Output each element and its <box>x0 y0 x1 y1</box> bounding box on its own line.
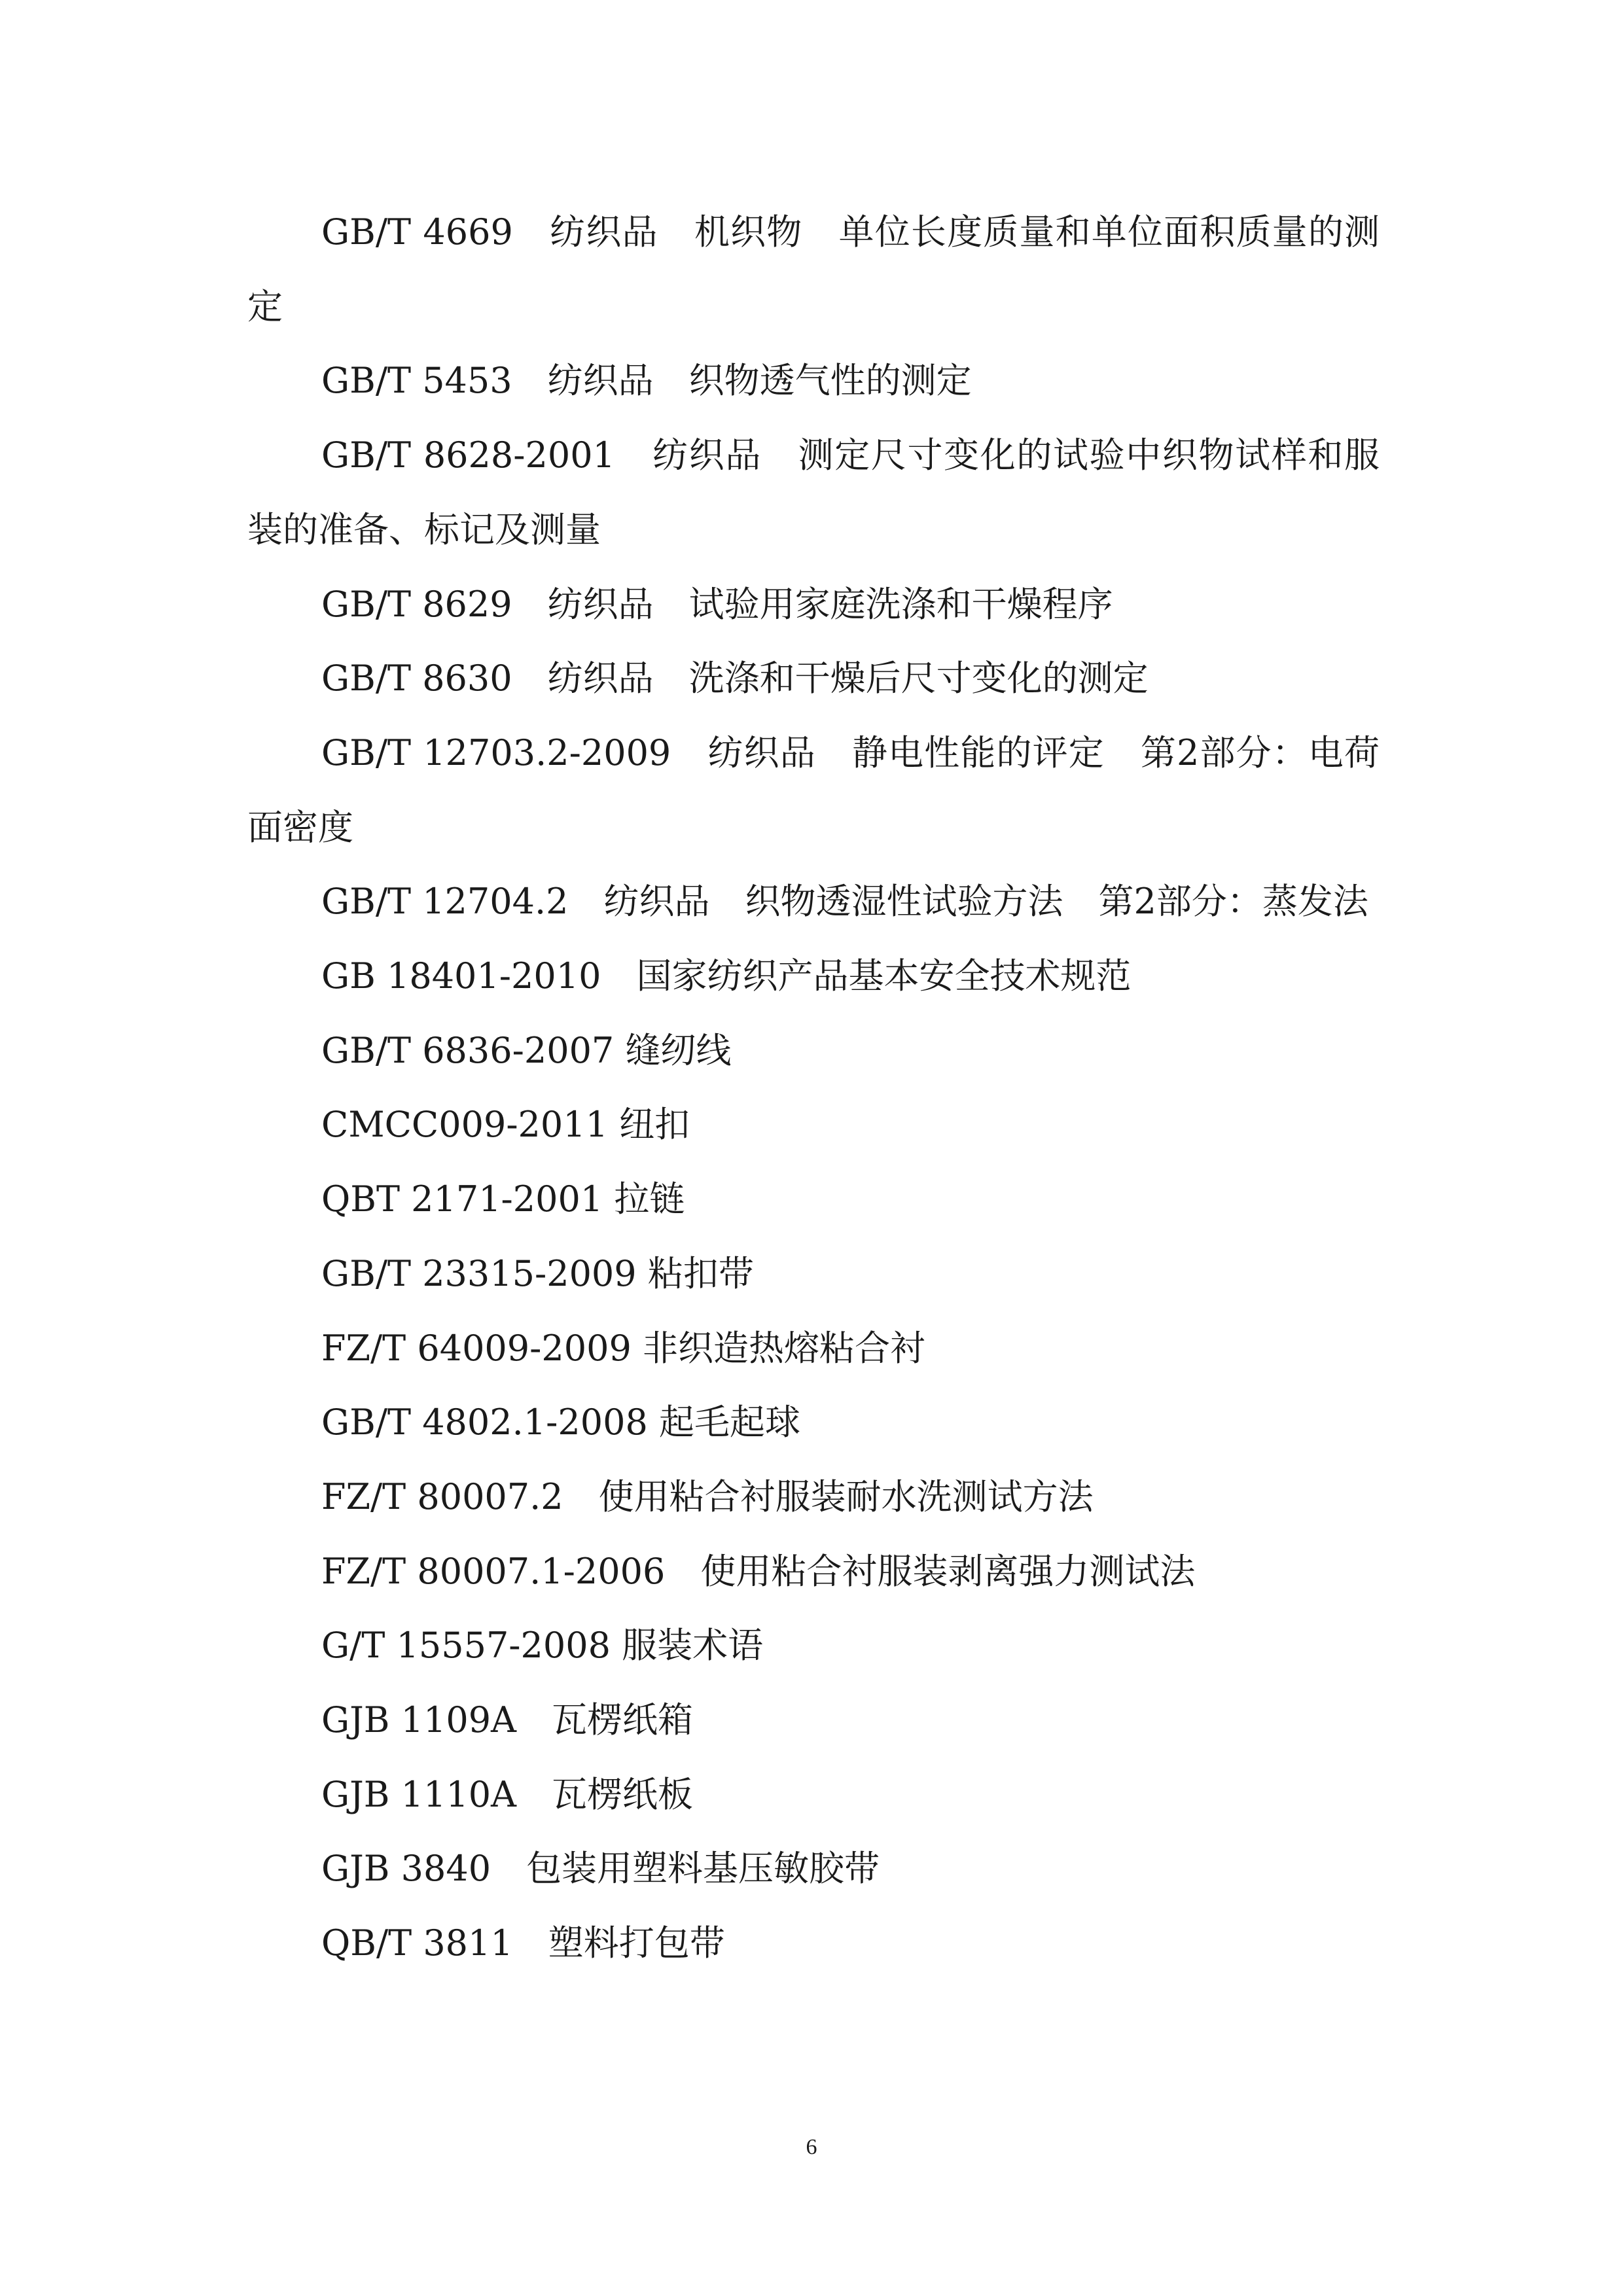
standard-entry: GB/T 12704.2 纺织品 织物透湿性试验方法 第2部分：蒸发法 <box>321 881 1368 923</box>
standard-entry: QB/T 3811 塑料打包带 <box>321 1922 725 1964</box>
standard-entry: GB 18401-2010 国家纺织产品基本安全技术规范 <box>321 955 1132 997</box>
standard-entry: FZ/T 64009-2009 非织造热熔粘合衬 <box>321 1327 925 1369</box>
standard-entry: CMCC009-2011 纽扣 <box>321 1104 690 1146</box>
standard-entry: GB/T 4802.1-2008 起毛起球 <box>321 1402 800 1443</box>
document-body <box>247 195 1380 1981</box>
standard-entry: GB/T 8630 纺织品 洗涤和干燥后尺寸变化的测定 <box>321 658 1149 699</box>
standard-entry: FZ/T 80007.2 使用粘合衬服装耐水洗测试方法 <box>321 1475 1094 1517</box>
standard-entry: QBT 2171-2001 拉链 <box>321 1178 685 1220</box>
standard-entry: GB/T 8629 纺织品 试验用家庭洗涤和干燥程序 <box>321 583 1113 625</box>
standard-entry: GB/T 4669 纺织品 机织物 单位长度质量和单位面积质量的测定 <box>247 211 1380 327</box>
standard-entry: GB/T 23315-2009 粘扣带 <box>321 1252 754 1294</box>
standard-entry: GB/T 6836-2007 缝纫线 <box>321 1029 732 1071</box>
standard-entry: GJB 1109A 瓦楞纸箱 <box>321 1699 694 1741</box>
standard-entry: GJB 3840 包装用塑料基压敏胶带 <box>321 1848 880 1890</box>
standard-entry: GB/T 8628-2001 纺织品 测定尺寸变化的试验中织物试样和服装的准备、标记及测量 <box>247 434 1380 550</box>
standard-entry: GB/T 12703.2-2009 纺织品 静电性能的评定 第2部分：电荷面密度 <box>247 732 1380 848</box>
standard-entry: FZ/T 80007.1-2006 使用粘合衬服装剥离强力测试法 <box>321 1550 1196 1592</box>
standard-entry: GJB 1110A 瓦楞纸板 <box>321 1773 694 1815</box>
standard-entry: GB/T 5453 纺织品 织物透气性的测定 <box>321 360 972 402</box>
standard-entry: G/T 15557-2008 服装术语 <box>321 1625 764 1667</box>
page-number: 6 <box>806 2135 817 2159</box>
